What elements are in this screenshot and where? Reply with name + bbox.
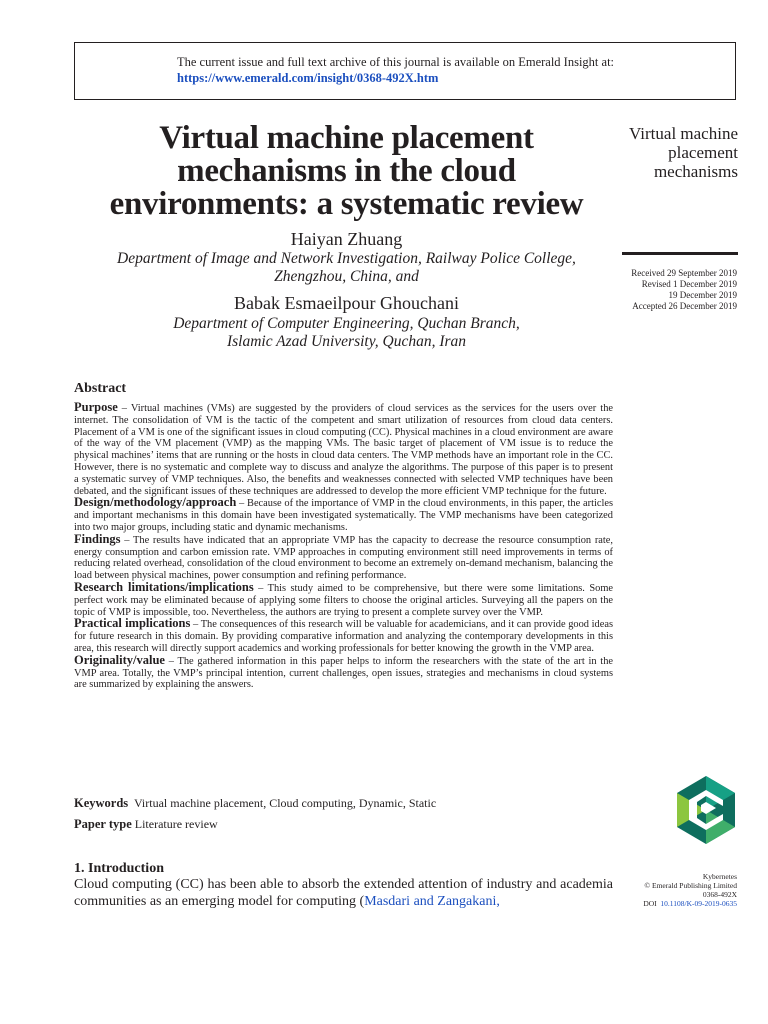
journal-url-link[interactable]: https://www.emerald.com/insight/0368-492X.htm [177,71,439,85]
affiliation-line: Department of Computer Engineering, Quchan Branch, [173,315,520,332]
abstract-section-findings: Findings – The results have indicated that an appropriate VMP has the capacity to decrease the resource consumption rate, energy consumption and carbon emission rate. VMP approaches in computing environment still need improvements in terms of reducing related overhead, consolidation of the cloud environment to become an extremely on-demand mechanism, balancing the load between physical machines, power consumption and refining performance. [74,531,614,582]
journal-name: Kybernetes [702,872,737,881]
affiliation-line: Department of Image and Network Investigation, Railway Police College, [117,250,576,267]
section-label: Research limitations/implications [74,579,254,594]
section-text: This study aimed to be comprehensive, but there were some limitations. Some perfect work may be eliminated because of applying some filters to choose the original articles. Surveying all the papers on the topic of VMP is impossible, too. Nevertheless, the authors are trying to present a complete survey over the VMP. [74,582,614,618]
abstract-section-design: Design/methodology/approach – Because of the importance of VMP in the cloud environments, in this paper, the articles and important mechanisms in this domain have been investigated systematically. The VMP mechanisms have been categorized into two major groups, including static and dynamic mechanisms. [74,495,613,533]
section-text: The results have indicated that an appropriate VMP has the capacity to decrease the resource consumption rate, energy consumption and carbon emission rate. VMP approaches in computing environment still need improvements in terms of reducing related overhead, consolidation of the cloud environment to become an extremely on-demand mechanism, balancing the load between physical machines, power consumption and refining performance. [74,534,614,582]
author-name-1: Haiyan Zhuang [290,229,403,249]
section-text: Virtual machines (VMs) are suggested by the providers of cloud services as the services for the users over the internet. The consolidation of VM is the tactic of the competent and smart utilization of resources from cloud data centers. Placement of a VM is one of the significant issues in cloud computing (CC). Physical machines in a cloud environment are aware of the way of the VM placement (VMP) as the mapping VMs. The basic target of placement of VM issue is to reduce the physical machines’ items that are running or the hosts in cloud data centers. The VMP methods have an important role in the CC. However, there is no systematic and complete way to discuss and analyze the algorithms. The purpose of this paper is to present a systematic survey of VMP techniques. Also, the benefits and weaknesses connected with selected VMP techniques have been debated, and the significant issues of these techniques are addressed to develop the more efficient VMP technique for the future. [74,403,614,497]
abstract-section-practical: Practical implications – The consequences of this research will be valuable for academicians, and it can provide good ideas for future research in this domain. By providing comparative information and analyzing the contemporary developments in this area, this research will directly support academics and working professionals for better knowing the growth in the VMP area. [74,616,613,654]
paper-title: Virtual machine placement mechanisms in the cloud environments: a systematic review [109,120,584,222]
section-label: Findings [74,531,121,546]
keywords [74,796,613,811]
journal-issn: 0368-492X [702,890,737,899]
date-line: Accepted 26 December 2019 [632,301,737,311]
section-label: Practical implications [74,616,191,631]
journal-info [600,872,737,908]
availability-notice [74,42,736,100]
sidebar-divider [622,252,738,255]
section-label: Originality/value [74,652,165,667]
journal-publisher: © Emerald Publishing Limited [644,881,737,890]
section-text: Because of the importance of VMP in the cloud environments, in this paper, the articles and important mechanisms in this domain have been investigated systematically. The VMP mechanisms have been categorized into two major groups, including static and dynamic mechanisms. [74,498,613,533]
doi-link[interactable]: 10.1108/K-09-2019-0635 [660,899,737,908]
emerald-publishing-logo-icon [677,776,735,844]
citation-link[interactable]: Masdari and Zangakani, [364,894,500,909]
abstract-section-originality: Originality/value – The gathered information in this paper helps to inform the researchers with the state of the art in the VMP area. Totally, the VMP’s principal intention, current challenges, open issues, strategies and mechanisms in cloud systems are summarized by explaining the answers. [74,652,613,691]
paper-type-text: Literature review [134,817,218,831]
journal-doi [600,899,737,908]
paper-type-label: Paper type [74,817,132,831]
abstract-section-limitations: Research limitations/implications – This study aimed to be comprehensive, but there were some limitations. Some perfect work may be eliminated because of applying some filters to choose the original articles. Surveying all the papers on the topic of VMP is impossible, too. Nevertheless, the authors are trying to present a complete survey over the VMP. [74,579,614,618]
author-affiliation-2 [74,315,619,351]
author-name-2: Babak Esmaeilpour Ghouchani [234,293,459,313]
running-title: Virtual machine placement mechanisms [629,124,738,181]
section-text: The gathered information in this paper helps to inform the researchers with the state of the art in the VMP area. Totally, the VMP’s principal intention, current challenges, open issues, strategies and mechanisms in cloud systems are summarized by explaining the answers. [74,655,613,691]
section-label: Design/methodology/approach [74,495,237,510]
doi-label: DOI [643,899,657,908]
author-affiliation-1 [74,250,619,286]
date-line: Received 29 September 2019 [631,268,737,278]
affiliation-line: Zhengzhou, China, and [274,268,419,285]
introduction-text: Cloud computing (CC) has been able to absorb the extended attention of industry and academia communities as an emerging model for computing ( [74,877,613,909]
abstract-body [74,402,613,691]
section-label: Purpose [74,400,118,414]
abstract-section-purpose: Purpose – Virtual machines (VMs) are suggested by the providers of cloud services as the services for the users over the internet. The consolidation of VM is the tactic of the competent and smart utilization of resources from cloud data centers. Placement of a VM is one of the significant issues in cloud computing (CC). Physical machines in a cloud environment are aware of the way of the VM placement (VMP) as the mapping VMs. The basic target of placement of VM issue is to reduce the physical machines’ items that are running or the hosts in cloud data centers. The VMP methods have an important role in the CC. However, there is no systematic and complete way to discuss and analyze the algorithms. The purpose of this paper is to present a systematic survey of VMP techniques. Also, the benefits and weaknesses connected with selected VMP techniques have been debated, and the significant issues of these techniques are addressed to develop the more efficient VMP technique for the future. [74,400,614,497]
introduction-paragraph [74,876,613,910]
received-dates [600,268,737,312]
section-text: The consequences of this research will be valuable for academicians, and it can provide good ideas for future research in this domain. By providing comparative information and analyzing the contemporary developments in this area, this research will directly support academics and working professionals for better knowing the growth in the VMP area. [74,619,613,654]
introduction-heading: 1. Introduction [74,861,164,876]
date-line: Revised 1 December 2019 [641,279,737,289]
affiliation-line: Islamic Azad University, Quchan, Iran [226,333,467,350]
date-line: 19 December 2019 [668,290,737,300]
notice-text: The current issue and full text archive of this journal is available on Emerald Insight at: [177,55,615,69]
notice-text-block [177,54,614,86]
keywords-label: Keywords [74,796,129,810]
paper-type [74,817,613,832]
abstract-heading: Abstract [74,381,127,396]
keywords-text: Virtual machine placement, Cloud computing, Dynamic, Static [133,796,437,810]
